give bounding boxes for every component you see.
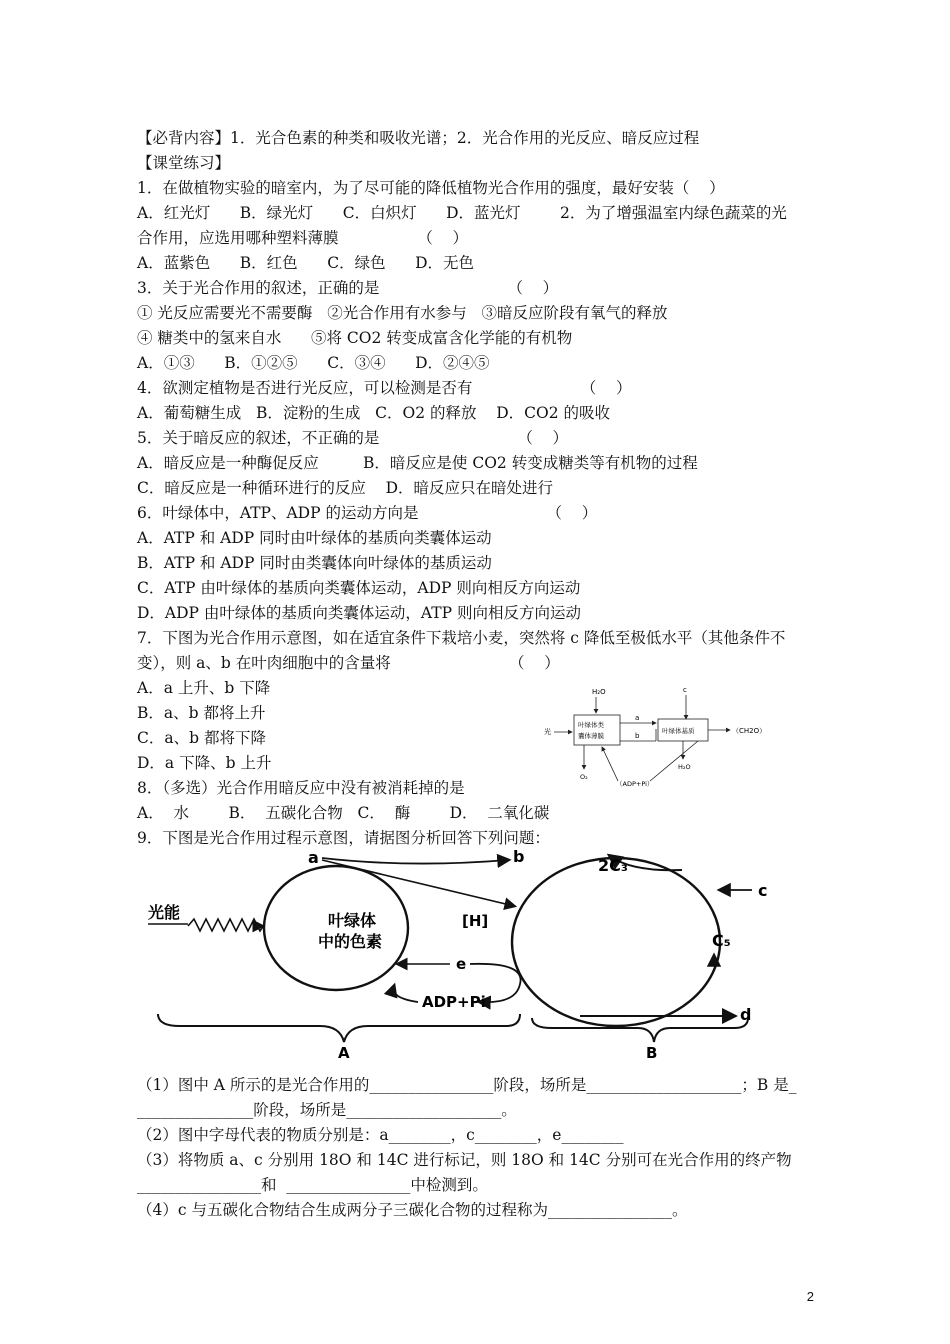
- b-label: b: [635, 732, 640, 740]
- text-line: 6．叶绿体中，ATP、ADP 的运动方向是 （ ）: [137, 504, 598, 522]
- question-line: （4）c 与五碳化合物结合生成两分子三碳化合物的过程称为________________。: [137, 1201, 688, 1219]
- adp-small-label: （ADP+Pi）: [616, 780, 654, 788]
- text-line: A．a 上升、b 下降: [137, 679, 271, 697]
- text-line: A． 水 B． 五碳化合物 C． 酶 D． 二氧化碳: [137, 804, 550, 822]
- text-line: A．①③ B．①②⑤ C．③④ D．②④⑤: [137, 354, 490, 372]
- text-line: ④ 糖类中的氢来自水 ⑤将 CO2 转变成富含化学能的有机物: [137, 329, 573, 347]
- h2o-label: H₂O: [592, 688, 606, 696]
- text-line: C．暗反应是一种循环进行的反应 D．暗反应只在暗处进行: [137, 479, 553, 497]
- ch2o-label: （CH2O）: [732, 727, 767, 735]
- text-line: 变），则 a、b 在叶肉细胞中的含量将 （ ）: [137, 654, 560, 672]
- question-line: ________________和 ________________中检测到。: [137, 1176, 488, 1194]
- text-line: 4．欲测定植物是否进行光反应，可以检测是否有 （ ）: [137, 379, 632, 397]
- B-label: B: [646, 1044, 658, 1060]
- c-label: c: [758, 881, 768, 900]
- e-label: e: [456, 955, 467, 973]
- text-line: C．ATP 由叶绿体的基质向类囊体运动，ADP 则向相反方向运动: [137, 579, 581, 597]
- question-line: _______________阶段，场所是____________________。: [137, 1101, 517, 1119]
- calvin-cycle-circle: [512, 858, 720, 1026]
- text-line: A．蓝紫色 B．红色 C．绿色 D．无色: [137, 254, 475, 272]
- photosynthesis-process-diagram: [140, 846, 780, 1060]
- text-line: C．a、b 都将下降: [137, 729, 266, 747]
- text-line: D．ADP 由叶绿体的基质向类囊体运动，ATP 则向相反方向运动: [137, 604, 581, 622]
- box1-line2: 囊体薄膜: [578, 732, 604, 740]
- light-energy-label: 光能: [148, 903, 181, 922]
- box2-label: 叶绿体基质: [662, 727, 695, 735]
- question-line: （2）图中字母代表的物质分别是：a________，c________，e________: [137, 1126, 624, 1144]
- text-line: A．红光灯 B．绿光灯 C．白炽灯 D．蓝光灯 2．为了增强温室内绿色蔬菜的光: [137, 204, 787, 222]
- adp-pi-label: ADP+Pi: [422, 993, 486, 1011]
- wavy-light-line: [188, 919, 264, 931]
- brace-A: [158, 1014, 520, 1042]
- a-label: a: [635, 714, 640, 722]
- text-line: B．a、b 都将上升: [137, 704, 266, 722]
- d-label: d: [740, 1005, 752, 1024]
- text-line: A．ATP 和 ADP 同时由叶绿体的基质向类囊体运动: [137, 529, 492, 547]
- text-line: 7．下图为光合作用示意图，如在适宜条件下栽培小麦，突然将 c 降低至极低水平（其他条件不: [137, 629, 786, 647]
- question-line: （1）图中 A 所示的是光合作用的________________阶段，场所是____________________；B 是_: [137, 1076, 797, 1094]
- c3-label: 2C₃: [598, 856, 628, 875]
- text-line: 3．关于光合作用的叙述，正确的是 （ ）: [137, 279, 559, 297]
- pigment-line2: 中的色素: [318, 932, 383, 951]
- pigment-line1: 叶绿体: [328, 911, 377, 930]
- o2-label: O₂: [580, 773, 588, 781]
- text-line: 5．关于暗反应的叙述，不正确的是 （ ）: [137, 429, 569, 447]
- text-line: 8．（多选）光合作用暗反应中没有被消耗掉的是: [137, 779, 465, 797]
- c5-label: C₅: [712, 931, 731, 950]
- text-line: 1．在做植物实验的暗室内，为了尽可能的降低植物光合作用的强度，最好安装（ ）: [137, 179, 725, 197]
- photosynthesis-small-diagram: [538, 683, 780, 795]
- c-label: c: [683, 686, 687, 694]
- practice-heading: 【课堂练习】: [137, 154, 231, 172]
- brace-B: [532, 1018, 748, 1042]
- a-label: a: [308, 848, 319, 867]
- A-label: A: [338, 1044, 350, 1060]
- text-line: ① 光反应需要光不需要酶 ②光合作用有水参与 ③暗反应阶段有氧气的释放: [137, 304, 668, 322]
- box1-line1: 叶绿体类: [578, 721, 604, 729]
- h-label: [H]: [462, 912, 489, 930]
- h2o-out-label: H₂O: [678, 763, 691, 771]
- text-line: B．ATP 和 ADP 同时由类囊体向叶绿体的基质运动: [137, 554, 492, 572]
- b-label: b: [513, 847, 525, 866]
- text-line: D．a 下降、b 上升: [137, 754, 272, 772]
- text-line: A．葡萄糖生成 B．淀粉的生成 C．O2 的释放 D．CO2 的吸收: [137, 404, 610, 422]
- text-line: 合作用，应选用哪种塑料薄膜 （ ）: [137, 229, 469, 247]
- question-line: （3）将物质 a、c 分别用 18O 和 14C 进行标记，则 18O 和 14C 分别可在光合作用的终产物: [137, 1151, 792, 1169]
- light-label: 光: [544, 728, 551, 736]
- page-number: 2: [806, 1289, 814, 1304]
- text-line: A．暗反应是一种酶促反应 B．暗反应是使 CO2 转变成糖类等有机物的过程: [137, 454, 698, 472]
- thylakoid-box: [574, 715, 620, 745]
- must-recite-line: 【必背内容】1．光合色素的种类和吸收光谱；2．光合作用的光反应、暗反应过程: [137, 129, 700, 147]
- text-line: 9．下图是光合作用过程示意图，请据图分析回答下列问题：: [137, 829, 550, 847]
